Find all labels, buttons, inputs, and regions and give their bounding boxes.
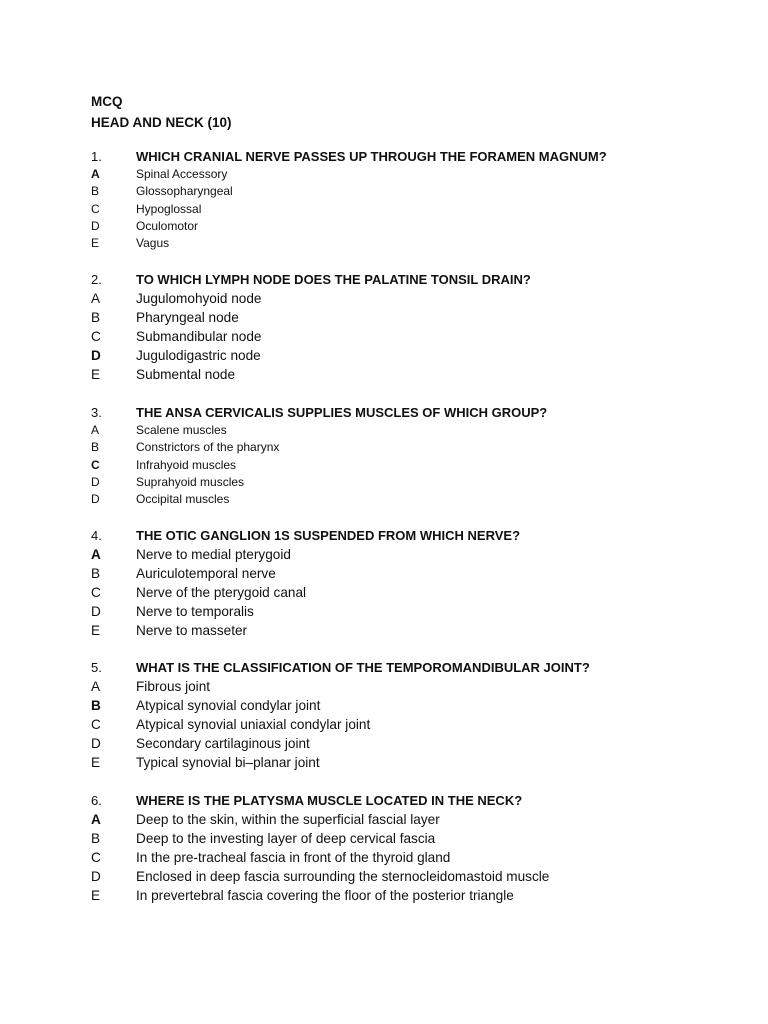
question-1 bbox=[91, 147, 607, 252]
option-text: Nerve of the pterygoid canal bbox=[136, 585, 307, 600]
question-number: 3. bbox=[91, 405, 102, 420]
option-text: Occipital muscles bbox=[136, 492, 230, 507]
question-3 bbox=[91, 403, 547, 508]
option-letter: D bbox=[91, 474, 100, 489]
question-5 bbox=[91, 658, 590, 772]
option-letter: E bbox=[91, 755, 101, 770]
option-letter: D bbox=[91, 736, 101, 751]
option-letter: C bbox=[91, 850, 101, 865]
option-text: Vagus bbox=[136, 236, 170, 251]
option-letter: A bbox=[91, 679, 101, 694]
option-text: Nerve to masseter bbox=[136, 623, 248, 638]
option-text: Fibrous joint bbox=[136, 679, 211, 694]
question-number: 5. bbox=[91, 660, 102, 675]
option-letter: B bbox=[91, 698, 101, 713]
option-text: Spinal Accessory bbox=[136, 167, 228, 181]
question-2 bbox=[91, 270, 531, 384]
answer-option bbox=[91, 308, 531, 327]
answer-option bbox=[91, 166, 607, 183]
option-text: Deep to the investing layer of deep cervical fascia bbox=[136, 831, 436, 846]
question-number: 4. bbox=[91, 528, 102, 543]
answer-option bbox=[91, 677, 590, 696]
option-text: Pharyngeal node bbox=[136, 310, 239, 325]
option-text: In the pre-tracheal fascia in front of the thyroid gland bbox=[136, 850, 451, 865]
option-letter: C bbox=[91, 329, 101, 344]
answer-option bbox=[91, 218, 607, 235]
option-text: Enclosed in deep fascia surrounding the sternocleidomastoid muscle bbox=[136, 869, 550, 884]
option-letter: B bbox=[91, 831, 101, 846]
option-letter: E bbox=[91, 888, 101, 903]
question-text: THE OTIC GANGLION 1S SUSPENDED FROM WHICH NERVE? bbox=[136, 528, 521, 543]
option-text: Typical synovial bi–planar joint bbox=[136, 755, 320, 770]
answer-option bbox=[91, 183, 607, 200]
option-text: Jugulodigastric node bbox=[136, 348, 261, 363]
question-header bbox=[91, 270, 531, 289]
answer-option bbox=[91, 621, 520, 640]
option-text: Auriculotemporal nerve bbox=[136, 566, 276, 581]
question-text: THE ANSA CERVICALIS SUPPLIES MUSCLES OF WHICH GROUP? bbox=[136, 405, 548, 420]
answer-option bbox=[91, 583, 520, 602]
answer-option bbox=[91, 327, 531, 346]
answer-option bbox=[91, 235, 607, 252]
question-header bbox=[91, 526, 520, 545]
option-letter: E bbox=[91, 367, 101, 382]
question-text: TO WHICH LYMPH NODE DOES THE PALATINE TONSIL DRAIN? bbox=[136, 272, 531, 287]
option-letter: C bbox=[91, 201, 100, 216]
answer-option bbox=[91, 474, 547, 491]
option-text: Oculomotor bbox=[136, 218, 199, 233]
option-text: Atypical synovial uniaxial condylar joint bbox=[136, 717, 371, 732]
answer-option bbox=[91, 545, 520, 564]
answer-option bbox=[91, 715, 590, 734]
option-text: Atypical synovial condylar joint bbox=[136, 698, 321, 713]
option-text: Nerve to temporalis bbox=[136, 604, 254, 619]
option-letter: B bbox=[91, 566, 101, 581]
answer-option bbox=[91, 491, 547, 508]
answer-option bbox=[91, 848, 549, 867]
answer-option bbox=[91, 365, 531, 384]
question-text: WHAT IS THE CLASSIFICATION OF THE TEMPOROMANDIBULAR JOINT? bbox=[136, 660, 590, 675]
document-type-label: MCQ bbox=[91, 94, 123, 109]
option-letter: B bbox=[91, 310, 101, 325]
question-number: 6. bbox=[91, 793, 102, 808]
document-title: HEAD AND NECK (10) bbox=[91, 115, 232, 130]
option-text: Jugulomohyoid node bbox=[136, 291, 262, 306]
question-4 bbox=[91, 526, 520, 640]
option-letter: A bbox=[91, 547, 101, 562]
option-text: Glossopharyngeal bbox=[136, 184, 233, 199]
answer-option bbox=[91, 439, 547, 456]
answer-option bbox=[91, 602, 520, 621]
option-text: Scalene muscles bbox=[136, 423, 227, 437]
answer-option bbox=[91, 564, 520, 583]
option-letter: D bbox=[91, 348, 101, 363]
answer-option bbox=[91, 810, 549, 829]
option-letter: C bbox=[91, 717, 101, 732]
option-text: In prevertebral fascia covering the floor of the posterior triangle bbox=[136, 888, 514, 903]
option-letter: B bbox=[91, 440, 100, 455]
answer-option bbox=[91, 289, 531, 308]
option-letter: D bbox=[91, 869, 101, 884]
option-letter: A bbox=[91, 291, 101, 306]
option-letter: D bbox=[91, 218, 100, 233]
question-header bbox=[91, 147, 607, 166]
answer-option bbox=[91, 829, 549, 848]
option-letter: C bbox=[91, 457, 100, 472]
option-text: Secondary cartilaginous joint bbox=[136, 736, 310, 751]
answer-option bbox=[91, 753, 590, 772]
option-text: Nerve to medial pterygoid bbox=[136, 547, 291, 562]
question-header bbox=[91, 403, 547, 422]
answer-option bbox=[91, 886, 549, 905]
answer-option bbox=[91, 457, 547, 474]
option-text: Submental node bbox=[136, 367, 236, 382]
answer-option bbox=[91, 734, 590, 753]
answer-option bbox=[91, 422, 547, 439]
option-text: Suprahyoid muscles bbox=[136, 474, 245, 489]
option-letter: B bbox=[91, 184, 100, 199]
answer-option bbox=[91, 867, 549, 886]
option-text: Infrahyoid muscles bbox=[136, 457, 237, 472]
option-letter: D bbox=[91, 604, 101, 619]
option-text: Constrictors of the pharynx bbox=[136, 440, 280, 455]
option-text: Submandibular node bbox=[136, 329, 262, 344]
answer-option bbox=[91, 696, 590, 715]
answer-option bbox=[91, 346, 531, 365]
question-number: 1. bbox=[91, 149, 102, 164]
option-text: Deep to the skin, within the superficial fascial layer bbox=[136, 812, 440, 827]
option-letter: E bbox=[91, 623, 101, 638]
option-letter: D bbox=[91, 492, 100, 507]
question-header bbox=[91, 791, 549, 810]
option-letter: A bbox=[91, 812, 101, 827]
question-header bbox=[91, 658, 590, 677]
option-letter: E bbox=[91, 236, 100, 251]
question-number: 2. bbox=[91, 272, 102, 287]
option-letter: A bbox=[91, 167, 100, 181]
option-letter: A bbox=[91, 423, 100, 437]
option-text: Hypoglossal bbox=[136, 201, 202, 216]
question-text: WHERE IS THE PLATYSMA MUSCLE LOCATED IN THE NECK? bbox=[136, 793, 523, 808]
question-6 bbox=[91, 791, 549, 905]
document-header bbox=[91, 91, 232, 133]
answer-option bbox=[91, 201, 607, 218]
option-letter: C bbox=[91, 585, 101, 600]
question-text: WHICH CRANIAL NERVE PASSES UP THROUGH THE FORAMEN MAGNUM? bbox=[136, 149, 607, 164]
